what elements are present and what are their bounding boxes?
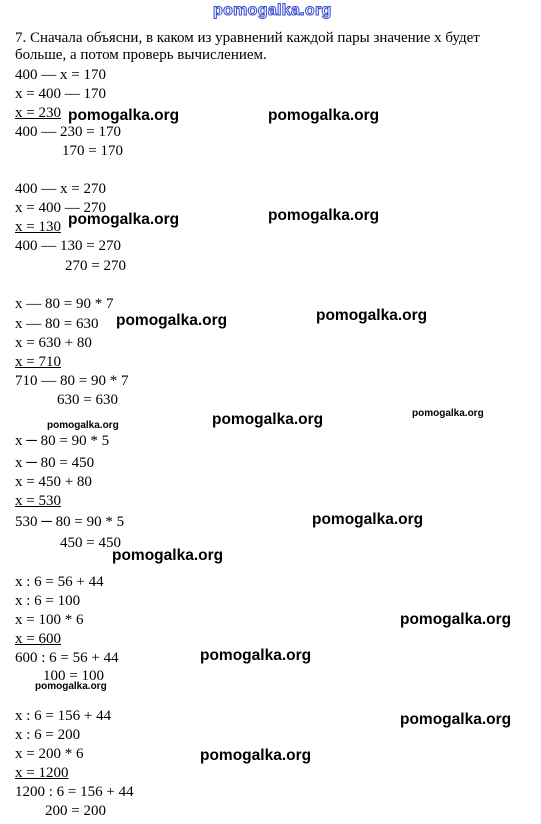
watermark: pomogalka.org	[268, 207, 380, 224]
equation-line: х — 80 = 90 * 7	[15, 296, 114, 312]
watermark: pomogalka.org	[316, 307, 428, 324]
equation-line: х = 400 — 170	[15, 86, 106, 102]
watermark: pomogalka.org	[400, 611, 512, 628]
task-text-line-2: больше, а потом проверь вычислением.	[15, 47, 267, 63]
watermark: pomogalka.org	[212, 411, 324, 428]
watermark-small: pomogalka.org	[47, 420, 119, 431]
answer-line: х = 130	[15, 219, 61, 235]
equation-line: х : 6 = 100	[15, 593, 81, 609]
equation-line: х ─ 80 = 450	[15, 455, 95, 471]
equation-line: х : 6 = 200	[15, 727, 81, 743]
check-result-line: 170 = 170	[62, 143, 123, 159]
watermark: pomogalka.org	[268, 107, 380, 124]
watermark: pomogalka.org	[68, 211, 180, 228]
check-line: 530 ─ 80 = 90 * 5	[15, 514, 125, 530]
equation-line: 400 — х = 170	[15, 67, 106, 83]
equation-line: х = 100 * 6	[15, 612, 84, 628]
equation-line: х — 80 = 630	[15, 316, 99, 332]
check-line: 400 — 130 = 270	[15, 238, 121, 254]
watermark: pomogalka.org	[68, 107, 180, 124]
check-line: 1200 : 6 = 156 + 44	[15, 784, 134, 800]
task-text-line-1: 7. Сначала объясни, в каком из уравнений каждой пары значение х будет	[15, 30, 480, 46]
check-line: 710 — 80 = 90 * 7	[15, 373, 129, 389]
answer-line: х = 710	[15, 354, 61, 370]
check-line: 400 — 230 = 170	[15, 124, 121, 140]
watermark: pomogalka.org	[400, 711, 512, 728]
equation-line: х = 450 + 80	[15, 474, 92, 490]
check-result-line: 270 = 270	[65, 258, 126, 274]
equation-line: х = 200 * 6	[15, 746, 84, 762]
check-result-line: 200 = 200	[45, 803, 106, 819]
watermark: pomogalka.org	[200, 747, 312, 764]
equation-line: х ─ 80 = 90 * 5	[15, 433, 110, 449]
check-result-line: 630 = 630	[57, 392, 118, 408]
equation-line: х = 630 + 80	[15, 335, 92, 351]
watermark: pomogalka.org	[116, 312, 228, 329]
check-result-line: 450 = 450	[60, 535, 121, 551]
equation-line: х = 400 — 270	[15, 200, 106, 216]
answer-line: х = 1200	[15, 765, 69, 781]
answer-line: х = 530	[15, 493, 61, 509]
equation-line: х : 6 = 156 + 44	[15, 708, 112, 724]
watermark: pomogalka.org	[200, 647, 312, 664]
answer-line: х = 600	[15, 631, 61, 647]
check-line: 600 : 6 = 56 + 44	[15, 650, 119, 666]
watermark-small: pomogalka.org	[412, 408, 484, 419]
equation-line: х : 6 = 56 + 44	[15, 574, 104, 590]
watermark: pomogalka.org	[312, 511, 424, 528]
watermark-small: pomogalka.org	[35, 681, 107, 692]
equation-line: 400 — х = 270	[15, 181, 106, 197]
watermark: pomogalka.org	[112, 547, 224, 564]
header-watermark: pomogalka.org	[213, 2, 332, 19]
check-result-line: 100 = 100	[43, 668, 104, 684]
answer-line: х = 230	[15, 105, 61, 121]
